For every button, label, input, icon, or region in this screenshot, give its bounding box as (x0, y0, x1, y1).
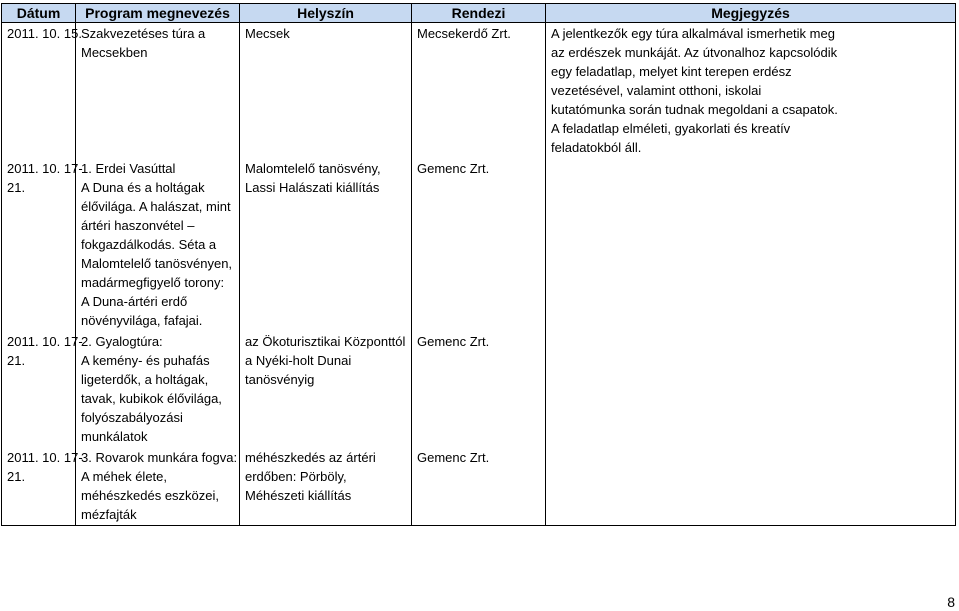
program-cell-line: Malomtelelő tanösvényen, (81, 256, 233, 271)
date-cell-line: 2011. 10. 17- (7, 334, 83, 349)
note-cell (546, 158, 956, 331)
program-cell-line: ligeterdők, a holtágak, (81, 372, 209, 387)
header-place: Helyszín (240, 4, 412, 23)
date-cell (2, 23, 82, 159)
organizer-cell (412, 158, 546, 331)
program-cell-line: élővilága. A halászat, mint (81, 199, 231, 214)
note-cell (546, 23, 956, 159)
place-cell-line: Méhészeti kiállítás (245, 488, 352, 503)
place-cell-line: tanösvényig (245, 372, 315, 387)
program-cell-line: A méhek élete, (81, 469, 167, 484)
place-cell-line: a Nyéki-holt Dunai (245, 353, 352, 368)
note-cell-line: feladatokból áll. (551, 140, 642, 155)
program-cell-line: fokgazdálkodás. Séta a (81, 237, 217, 252)
organizer-cell (412, 23, 546, 159)
note-cell-line: kutatómunka során tudnak megoldani a csapatok. (551, 102, 838, 117)
table-row (2, 331, 956, 447)
header-program: Program megnevezés (76, 4, 240, 23)
organizer-cell-line: Gemenc Zrt. (417, 450, 490, 465)
date-cell (2, 158, 83, 331)
organizer-cell-line: Gemenc Zrt. (417, 334, 490, 349)
program-cell-line: mézfajták (81, 507, 137, 522)
note-cell-line: egy feladatlap, melyet kint terepen erdész (551, 64, 792, 79)
program-cell-line: Szakvezetéses túra a (81, 26, 206, 41)
program-cell-line: A Duna és a holtágak (81, 180, 205, 195)
program-cell-line: tavak, kubikok élővilága, (81, 391, 222, 406)
date-cell-line: 2011. 10. 15. (7, 26, 82, 41)
place-cell-line: erdőben: Pörböly, (245, 469, 347, 484)
place-cell-line: Lassi Halászati kiállítás (245, 180, 380, 195)
place-cell (240, 23, 412, 159)
organizer-cell (412, 331, 546, 447)
program-cell-line: madármegfigyelő torony: (81, 275, 225, 290)
organizer-cell (412, 447, 546, 526)
place-cell-line: Malomtelelő tanösvény, (245, 161, 381, 176)
page-number: 8 (947, 594, 955, 610)
table-row (2, 23, 956, 159)
table-row (2, 447, 956, 526)
place-cell (240, 331, 412, 447)
program-cell-line: 3. Rovarok munkára fogva: (81, 450, 238, 465)
place-cell (240, 447, 412, 526)
date-cell (2, 331, 83, 447)
place-cell-line: Mecsek (245, 26, 290, 41)
program-cell-line: méhészkedés eszközei, (81, 488, 220, 503)
note-cell-line: A jelentkezők egy túra alkalmával ismerhetik meg (551, 26, 835, 41)
program-cell-line: Mecsekben (81, 45, 148, 60)
place-cell-line: az Ökoturisztikai Központtól (245, 334, 406, 349)
place-cell-line: méhészkedés az ártéri (245, 450, 376, 465)
program-cell-line: munkálatok (81, 429, 148, 444)
program-cell (76, 447, 240, 526)
date-cell-line: 21. (7, 469, 26, 484)
note-cell-line: az erdészek munkáját. Az útvonalhoz kapcsolódik (551, 45, 838, 60)
header-date: Dátum (2, 4, 76, 23)
date-cell-line: 21. (7, 180, 26, 195)
program-cell (76, 331, 240, 447)
program-cell (76, 158, 240, 331)
schedule-table (1, 3, 956, 526)
date-cell (2, 447, 83, 526)
table-row (2, 158, 956, 331)
note-cell (546, 447, 956, 526)
note-cell-line: A feladatlap elméleti, gyakorlati és kreatív (551, 121, 791, 136)
note-cell-line: vezetésével, valamint otthoni, iskolai (551, 83, 762, 98)
date-cell-line: 21. (7, 353, 26, 368)
place-cell (240, 158, 412, 331)
program-cell-line: 1. Erdei Vasúttal (81, 161, 176, 176)
program-cell-line: A kemény- és puhafás (81, 353, 210, 368)
date-cell-line: 2011. 10. 17- (7, 161, 83, 176)
program-cell (76, 23, 240, 159)
organizer-cell-line: Gemenc Zrt. (417, 161, 490, 176)
program-cell-line: növényvilága, fafajai. (81, 313, 203, 328)
program-cell-line: folyószabályozási (81, 410, 183, 425)
header-note: Megjegyzés (546, 4, 956, 23)
header-organizer: Rendezi (412, 4, 546, 23)
program-cell-line: ártéri haszonvétel – (81, 218, 195, 233)
organizer-cell-line: Mecsekerdő Zrt. (417, 26, 511, 41)
program-cell-line: A Duna-ártéri erdő (81, 294, 188, 309)
program-cell-line: 2. Gyalogtúra: (81, 334, 163, 349)
note-cell (546, 331, 956, 447)
date-cell-line: 2011. 10. 17- (7, 450, 83, 465)
header-row (2, 4, 956, 23)
